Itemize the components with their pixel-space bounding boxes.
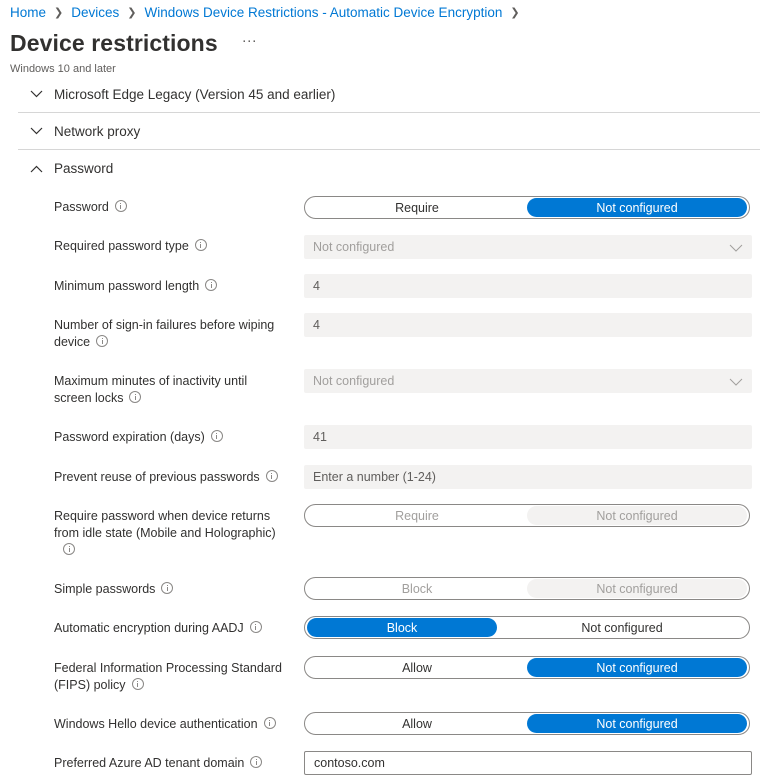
section-password[interactable] xyxy=(18,150,760,187)
setting-label: Prevent reuse of previous passwords xyxy=(54,469,299,486)
more-options-button[interactable]: ··· xyxy=(241,32,257,49)
breadcrumb-devices[interactable]: Devices xyxy=(71,5,120,20)
chevron-up-icon xyxy=(29,162,43,176)
info-icon[interactable] xyxy=(205,279,217,291)
setting-label: Maximum minutes of inactivity until screen locks xyxy=(54,374,248,405)
toggle-option-block[interactable]: Block xyxy=(307,618,497,637)
max-inactivity-dropdown[interactable]: Not configured xyxy=(304,369,752,393)
setting-label: Require password when device returns from idle state (Mobile and Holographic) xyxy=(54,508,299,559)
require-idle-toggle[interactable] xyxy=(304,504,750,527)
toggle-option-not-configured[interactable]: Not configured xyxy=(581,620,663,635)
chevron-down-icon xyxy=(729,375,743,389)
setting-label: Federal Information Processing Standard (FIPS) policy xyxy=(54,661,282,692)
toggle-option-not-configured[interactable]: Not configured xyxy=(527,198,747,217)
chevron-down-icon xyxy=(29,124,43,138)
chevron-down-icon xyxy=(29,87,43,101)
password-expiration-input[interactable]: 41 xyxy=(304,425,752,449)
setting-label: Number of sign-in failures before wiping device xyxy=(54,318,275,349)
info-icon[interactable] xyxy=(266,470,278,482)
setting-label: Minimum password length xyxy=(54,278,299,295)
setting-label: Password expiration (days) xyxy=(54,429,299,446)
setting-label: Preferred Azure AD tenant domain xyxy=(54,755,299,772)
signin-failures-input[interactable]: 4 xyxy=(304,313,752,337)
toggle-option-allow[interactable]: Allow xyxy=(402,716,432,731)
info-icon[interactable] xyxy=(250,621,262,633)
fips-toggle[interactable] xyxy=(304,656,750,679)
section-label: Password xyxy=(54,161,114,176)
page-title: Device restrictions xyxy=(10,30,218,56)
setting-label: Password xyxy=(54,199,299,216)
auto-encryption-toggle[interactable] xyxy=(304,616,750,639)
setting-label: Automatic encryption during AADJ xyxy=(54,620,299,637)
toggle-option-not-configured[interactable]: Not configured xyxy=(527,658,747,677)
chevron-right-icon: ❯ xyxy=(510,7,520,19)
toggle-option-allow[interactable]: Allow xyxy=(402,660,432,675)
toggle-option-not-configured[interactable]: Not configured xyxy=(527,579,747,598)
info-icon[interactable] xyxy=(211,430,223,442)
required-password-type-dropdown[interactable]: Not configured xyxy=(304,235,752,259)
info-icon[interactable] xyxy=(115,200,127,212)
setting-label: Windows Hello device authentication xyxy=(54,716,299,733)
chevron-down-icon xyxy=(729,241,743,255)
title-row xyxy=(10,30,257,57)
section-label: Network proxy xyxy=(54,123,141,139)
chevron-right-icon: ❯ xyxy=(127,7,137,19)
info-icon[interactable] xyxy=(96,335,108,347)
prevent-reuse-input[interactable]: Enter a number (1-24) xyxy=(304,465,752,489)
toggle-option-block[interactable]: Block xyxy=(401,581,433,596)
info-icon[interactable] xyxy=(129,391,141,403)
section-edge-legacy[interactable] xyxy=(18,76,760,113)
page-subtitle: Windows 10 and later xyxy=(10,63,116,75)
toggle-option-not-configured[interactable]: Not configured xyxy=(527,506,747,525)
tenant-domain-input[interactable]: contoso.com xyxy=(304,751,752,775)
breadcrumb-home[interactable]: Home xyxy=(10,5,47,20)
info-icon[interactable] xyxy=(132,678,144,690)
simple-passwords-toggle[interactable] xyxy=(304,577,750,600)
info-icon[interactable] xyxy=(63,543,75,555)
info-icon[interactable] xyxy=(161,582,173,594)
info-icon[interactable] xyxy=(250,756,262,768)
breadcrumb xyxy=(10,5,528,20)
min-password-length-input[interactable]: 4 xyxy=(304,274,752,298)
setting-label: Required password type xyxy=(54,238,299,255)
toggle-option-not-configured[interactable]: Not configured xyxy=(527,714,747,733)
section-network-proxy[interactable] xyxy=(18,113,760,150)
setting-label: Simple passwords xyxy=(54,581,299,598)
password-toggle[interactable] xyxy=(304,196,750,219)
info-icon[interactable] xyxy=(264,717,276,729)
toggle-option-require[interactable]: Require xyxy=(395,508,439,523)
windows-hello-toggle[interactable] xyxy=(304,712,750,735)
info-icon[interactable] xyxy=(195,239,207,251)
chevron-right-icon: ❯ xyxy=(54,7,64,19)
section-label: Microsoft Edge Legacy (Version 45 and earlier) xyxy=(54,86,336,102)
breadcrumb-profile[interactable]: Windows Device Restrictions - Automatic Device Encryption xyxy=(144,5,503,20)
toggle-option-require[interactable]: Require xyxy=(395,200,439,215)
